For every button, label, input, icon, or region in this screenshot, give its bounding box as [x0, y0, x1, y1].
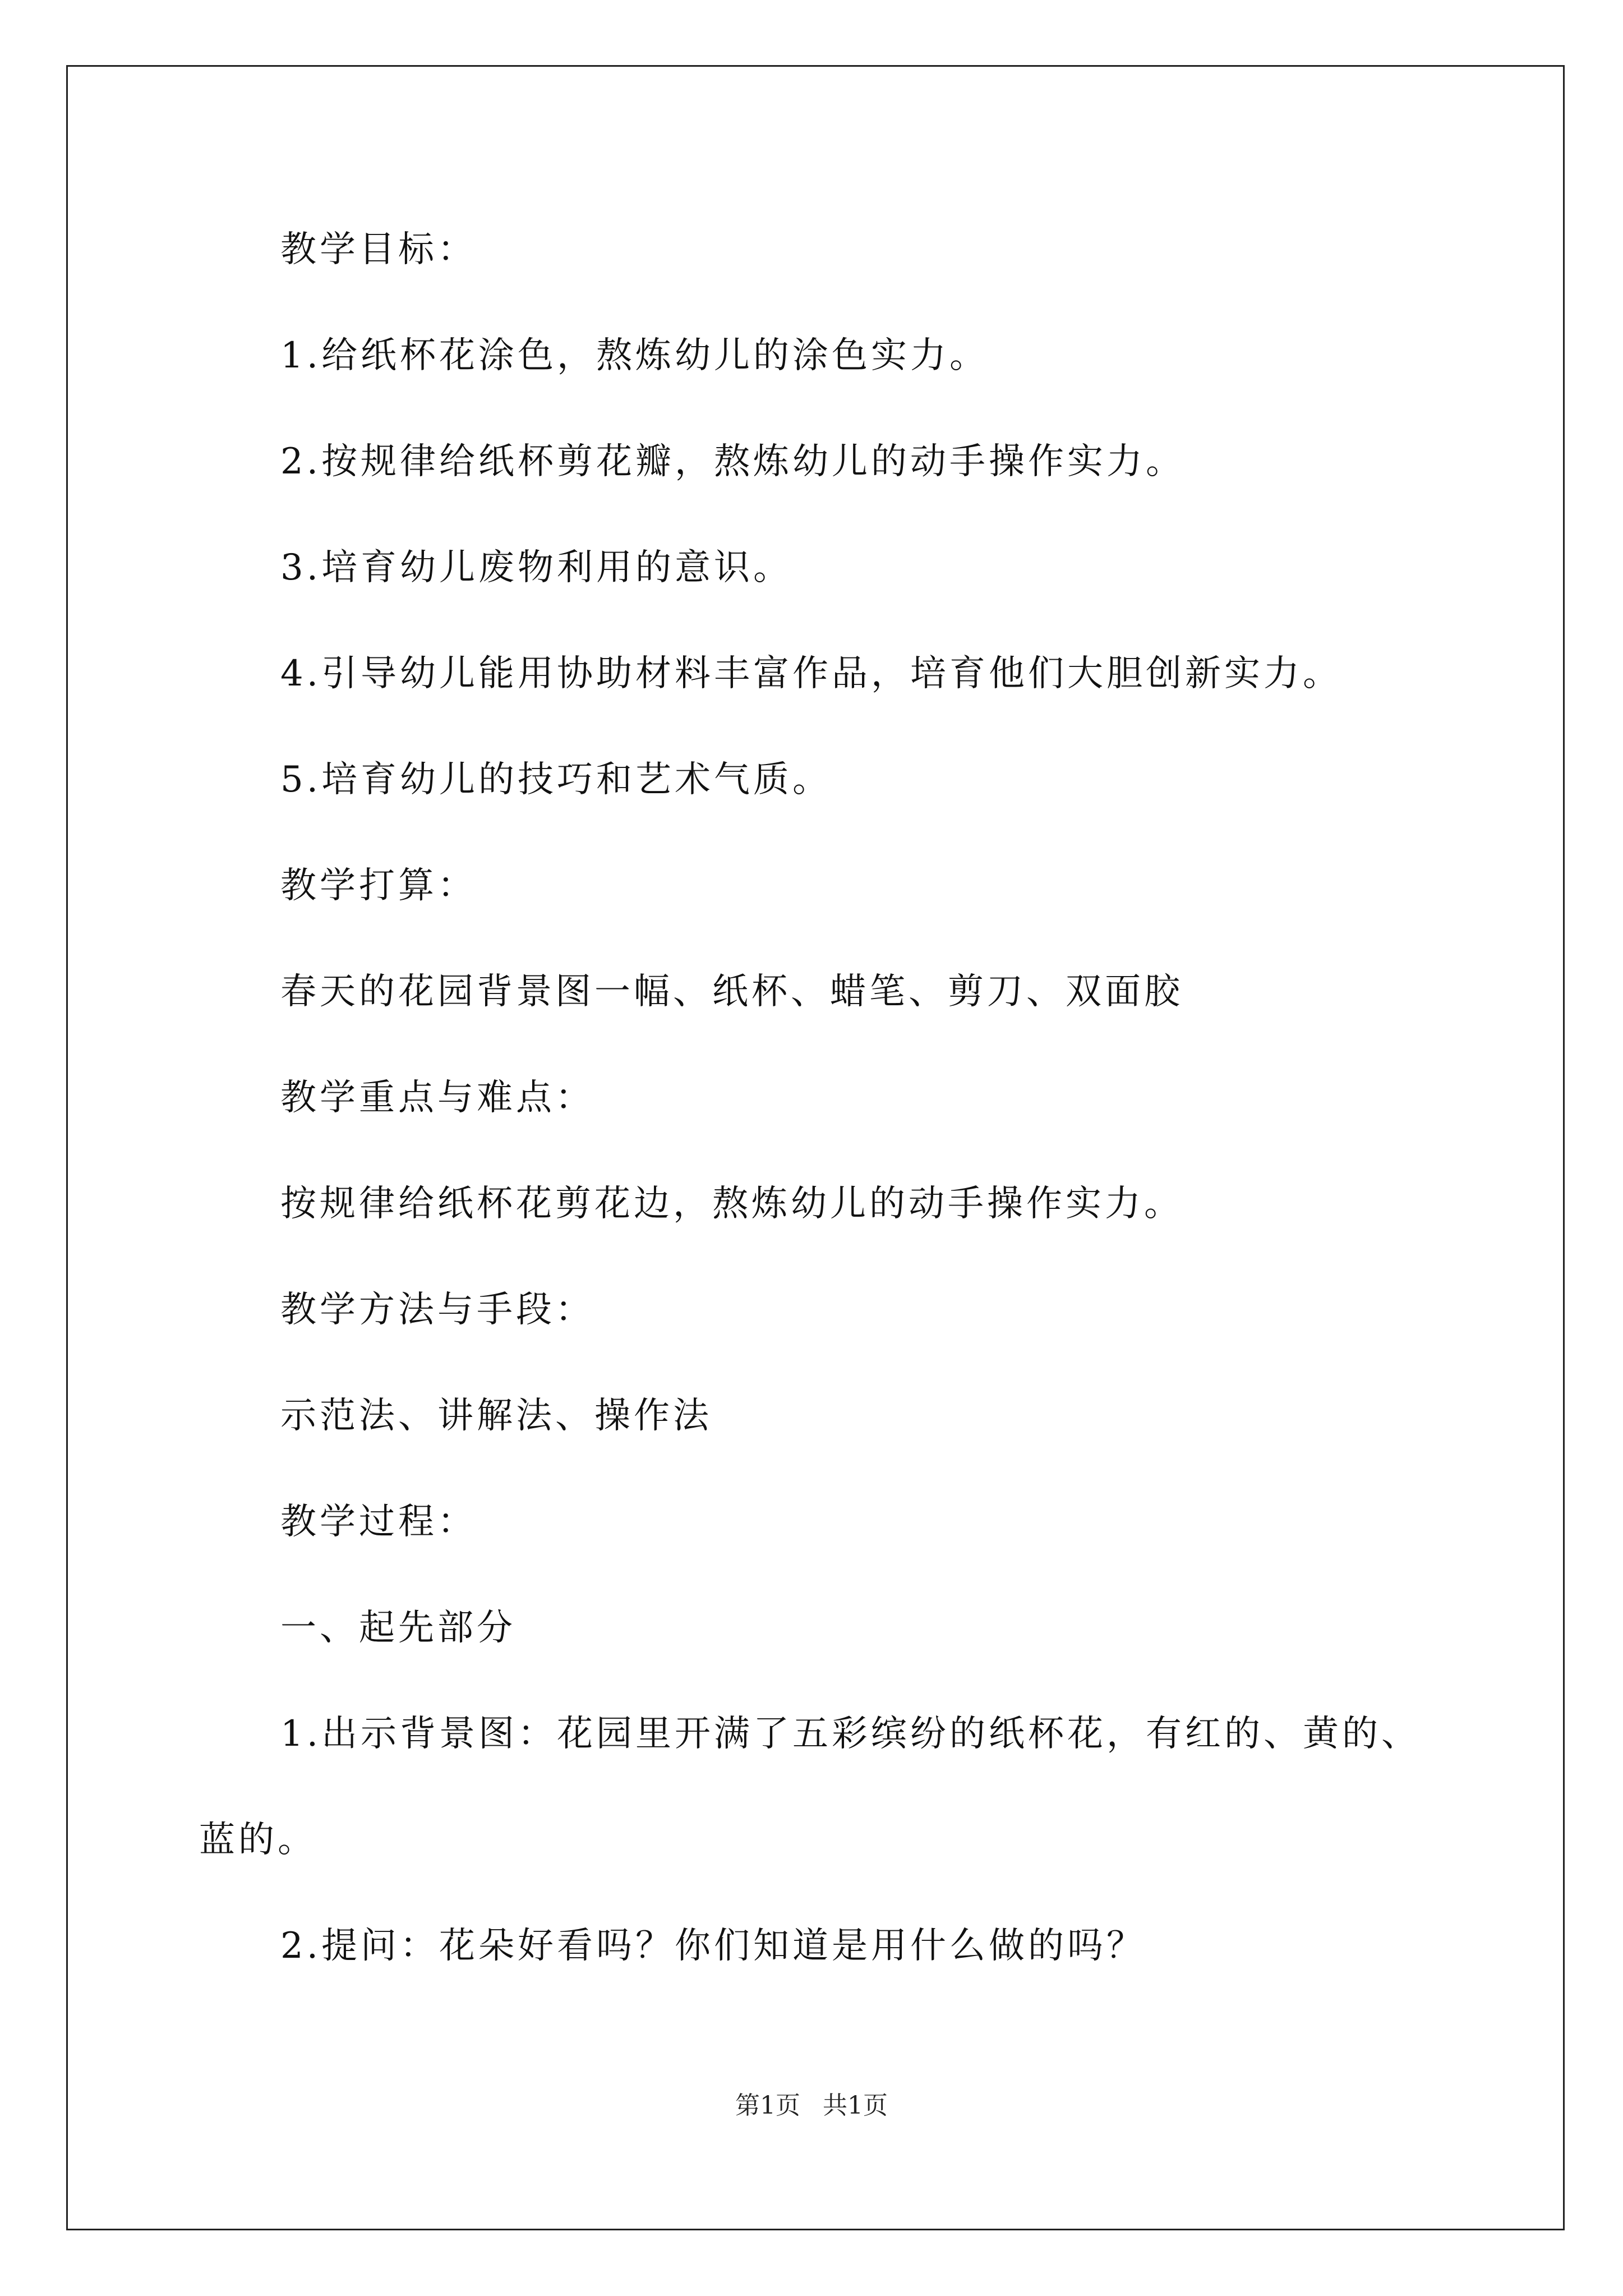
paragraph-goal-4: 4.引导幼儿能用协助材料丰富作品，培育他们大胆创新实力。: [280, 653, 1343, 694]
page-border: [66, 65, 1565, 2230]
paragraph-goal-3: 3.培育幼儿废物利用的意识。: [280, 547, 793, 588]
heading-preparation: 教学打算：: [280, 865, 477, 907]
paragraph-step-1-continued: 蓝的。: [199, 1819, 317, 1861]
paragraph-step-1: 1.出示背景图：花园里开满了五彩缤纷的纸杯花，有红的、黄的、: [280, 1713, 1421, 1755]
paragraph-materials: 春天的花园背景图一幅、纸杯、蜡笔、剪刀、双面胶: [280, 971, 1183, 1013]
page-footer: [0, 2089, 1623, 2123]
paragraph-step-2: 2.提问：花朵好看吗？你们知道是用什么做的吗？: [280, 1925, 1146, 1967]
paragraph-goal-5: 5.培育幼儿的技巧和艺术气质。: [280, 759, 832, 800]
page-number-current: 第1页: [735, 2091, 800, 2120]
heading-teaching-goals: 教学目标：: [280, 229, 477, 270]
paragraph-methods: 示范法、讲解法、操作法: [280, 1395, 712, 1437]
page-number-total: 共1页: [823, 2091, 888, 2120]
heading-key-points: 教学重点与难点：: [280, 1077, 594, 1119]
heading-process: 教学过程：: [280, 1501, 477, 1543]
paragraph-key-points: 按规律给纸杯花剪花边，熬炼幼儿的动手操作实力。: [280, 1183, 1183, 1225]
paragraph-goal-1: 1.给纸杯花涂色，熬炼幼儿的涂色实力。: [280, 335, 989, 376]
heading-part-one: 一、起先部分: [280, 1607, 516, 1649]
paragraph-goal-2: 2.按规律给纸杯剪花瓣，熬炼幼儿的动手操作实力。: [280, 441, 1186, 482]
heading-methods: 教学方法与手段：: [280, 1289, 594, 1331]
